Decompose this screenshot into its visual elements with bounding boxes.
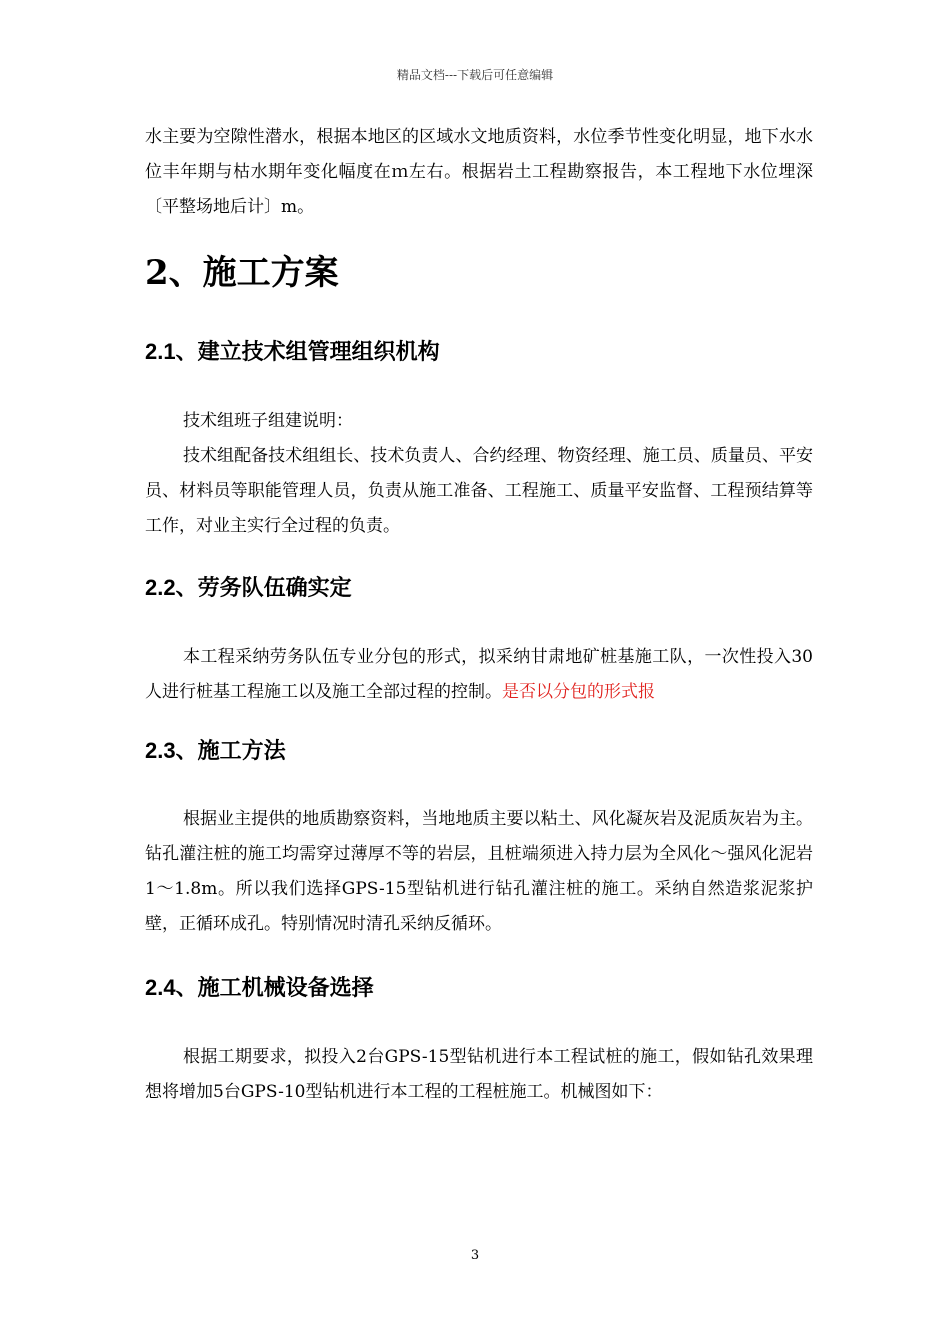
section-2-4-body: 根据工期要求，拟投入2台GPS-15型钻机进行本工程试桩的施工，假如钻孔效果理想将增加5台GPS-10型钻机进行本工程的工程桩施工。机械图如下： (145, 1047, 813, 1102)
section-2-1-label: 技术组班子组建说明： (183, 411, 353, 431)
section-heading-2-3: 2.3、施工方法 (145, 738, 286, 763)
page-header: 精品文档---下载后可任意编辑 (396, 68, 554, 82)
intro-paragraph: 水主要为空隙性潜水，根据本地区的区域水文地质资料，水位季节性变化明显，地下水水位丰年期与枯水期年变化幅度在ｍ左右。根据岩土工程勘察报告，本工程地下水位埋深〔平整场地后计〕m。 (145, 127, 813, 217)
section-heading-2-2: 2.2、劳务队伍确实定 (145, 575, 352, 600)
section-heading-2-1: 2.1、建立技术组管理组织机构 (145, 339, 440, 364)
section-heading-2: 2、施工方案 (145, 253, 339, 293)
page-number: 3 (470, 1248, 480, 1263)
section-2-3-body: 根据业主提供的地质勘察资料，当地地质主要以粘土、风化凝灰岩及泥质灰岩为主。钻孔灌注桩的施工均需穿过薄厚不等的岩层，且桩端须进入持力层为全风化～强风化泥岩1～1.8m。所以我们选择GPS-15型钻机进行钻孔灌注桩的施工。采纳自然造浆泥浆护壁，正循环成孔。特别情况时清孔采纳反循环。 (145, 809, 813, 934)
section-2-2-body (145, 640, 813, 710)
section-2-2-red-note: 是否以分包的形式报 (502, 682, 655, 702)
section-2-2-body-text: 本工程采纳劳务队伍专业分包的形式，拟采纳甘肃地矿桩基施工队，一次性投入30人进行桩基工程施工以及施工全部过程的控制。 (145, 647, 813, 702)
section-heading-2-4: 2.4、施工机械设备选择 (145, 975, 374, 1000)
section-2-1-body: 技术组配备技术组组长、技术负责人、合约经理、物资经理、施工员、质量员、平安员、材料员等职能管理人员，负责从施工准备、工程施工、质量平安监督、工程预结算等工作，对业主实行全过程的负责。 (145, 446, 813, 536)
